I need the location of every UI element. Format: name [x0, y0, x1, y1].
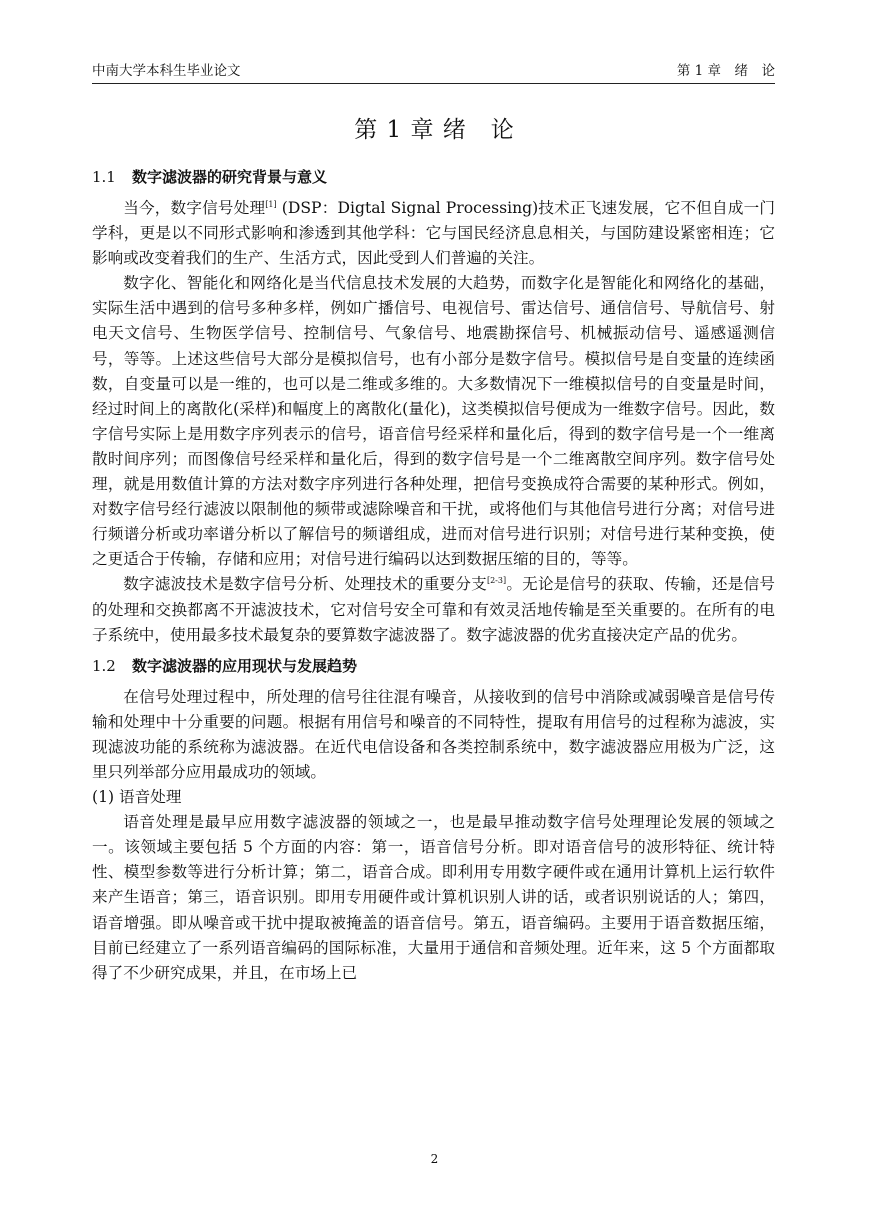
section-heading — [92, 653, 775, 679]
body-text — [92, 164, 775, 986]
paragraph-text: 数字滤波技术是数字信号分析、处理技术的重要分支 — [123, 575, 487, 594]
header-chapter-label: 第 1 章 绪 论 — [676, 63, 775, 79]
paragraph-text: 当今，数字信号处理 — [123, 199, 266, 217]
section-number: 1.1 — [92, 168, 116, 186]
citation-ref: [1] — [265, 200, 277, 209]
paragraph-text: 。无论是信号的获取、传输，还是信号的处理和交换都离不开滤波技术，它对信号安全可靠和有效灵活地传输是至关重要的。在所有的电子系统中，使用最多技术最复杂的要算数字滤波器了。数字滤波器的优劣直接决定产品的优劣。 — [92, 575, 775, 644]
chapter-title: 第 1 章 绪 论 — [354, 117, 515, 143]
subsection-heading: (1) 语音处理 — [92, 788, 182, 807]
paragraph-text: (DSP：Digtal Signal Processing)技术正飞速发展，它不但自成一门学科，更是以不同形式影响和渗透到其他学科：它与国民经济息息相关，与国防建设紧密相连；它影响或改变着我们的生产、生活方式，因此受到人们普遍的关注。 — [92, 199, 775, 268]
paragraph: 语音处理是最早应用数字滤波器的领域之一，也是最早推动数字信号处理理论发展的领域之一。该领域主要包括 5 个方面的内容：第一，语音信号分析。即对语音信号的波形特征、统计特性、模型参数等进行分析计算；第二，语音合成。即利用专用数字硬件或在通用计算机上运行软件来产生语音；第三，语音识别。即用专用硬件或计算机识别人讲的话，或者识别说话的人；第四，语音增强。即从噪音或干扰中提取被掩盖的语音信号。第五，语音编码。主要用于语音数据压缩，目前已经建立了一系列语音编码的国际标准，大量用于通信和音频处理。近年来，这 5 个方面都取得了不少研究成果，并且，在市场上已 — [92, 813, 775, 982]
page-number: 2 — [430, 1152, 439, 1166]
section-title: 数字滤波器的应用现状与发展趋势 — [132, 656, 358, 675]
paragraph — [92, 196, 775, 271]
section-number: 1.2 — [92, 656, 116, 675]
citation-ref: [2-3] — [486, 576, 507, 586]
header-rule — [92, 83, 775, 84]
paragraph: 数字化、智能化和网络化是当代信息技术发展的大趋势，而数字化是智能化和网络化的基础，实际生活中遇到的信号多种多样，例如广播信号、电视信号、雷达信号、通信信号、导航信号、射电天文信号、生物医学信号、控制信号、气象信号、地震勘探信号、机械振动信号、遥感遥测信号，等等。上述这些信号大部分是模拟信号，也有小部分是数字信号。模拟信号是自变量的连续函数，自变量可以是一维的，也可以是二维或多维的。大多数情况下一维模拟信号的自变量是时间，经过时间上的离散化(采样)和幅度上的离散化(量化)，这类模拟信号便成为一维数字信号。因此，数字信号实际上是用数字序列表示的信号，语音信号经采样和量化后，得到的数字信号是一个一维离散时间序列；而图像信号经采样和量化后，得到的数字信号是一个二维离散空间序列。数字信号处理，就是用数值计算的方法对数字序列进行各种处理，把信号变换成符合需要的某种形式。例如，对数字信号经行滤波以限制他的频带或滤除噪音和干扰，或将他们与其他信号进行分离；对信号进行频谱分析或功率谱分析以了解信号的频谱组成，进而对信号进行识别；对信号进行某种变换，使之更适合于传输，存储和应用；对信号进行编码以达到数据压缩的目的，等等。 — [92, 274, 775, 569]
section-title: 数字滤波器的研究背景与意义 — [132, 168, 328, 186]
paragraph: 在信号处理过程中，所处理的信号往往混有噪音，从接收到的信号中消除或减弱噪音是信号传输和处理中十分重要的问题。根据有用信号和噪音的不同特性，提取有用信号的过程称为滤波，实现滤波功能的系统称为滤波器。在近代电信设备和各类控制系统中，数字滤波器应用极为广泛，这里只列举部分应用最成功的领域。 — [92, 687, 775, 781]
header-thesis-title: 中南大学本科生毕业论文 — [92, 63, 241, 79]
section-heading — [92, 164, 775, 190]
paragraph — [92, 572, 775, 647]
page-header — [92, 62, 775, 80]
